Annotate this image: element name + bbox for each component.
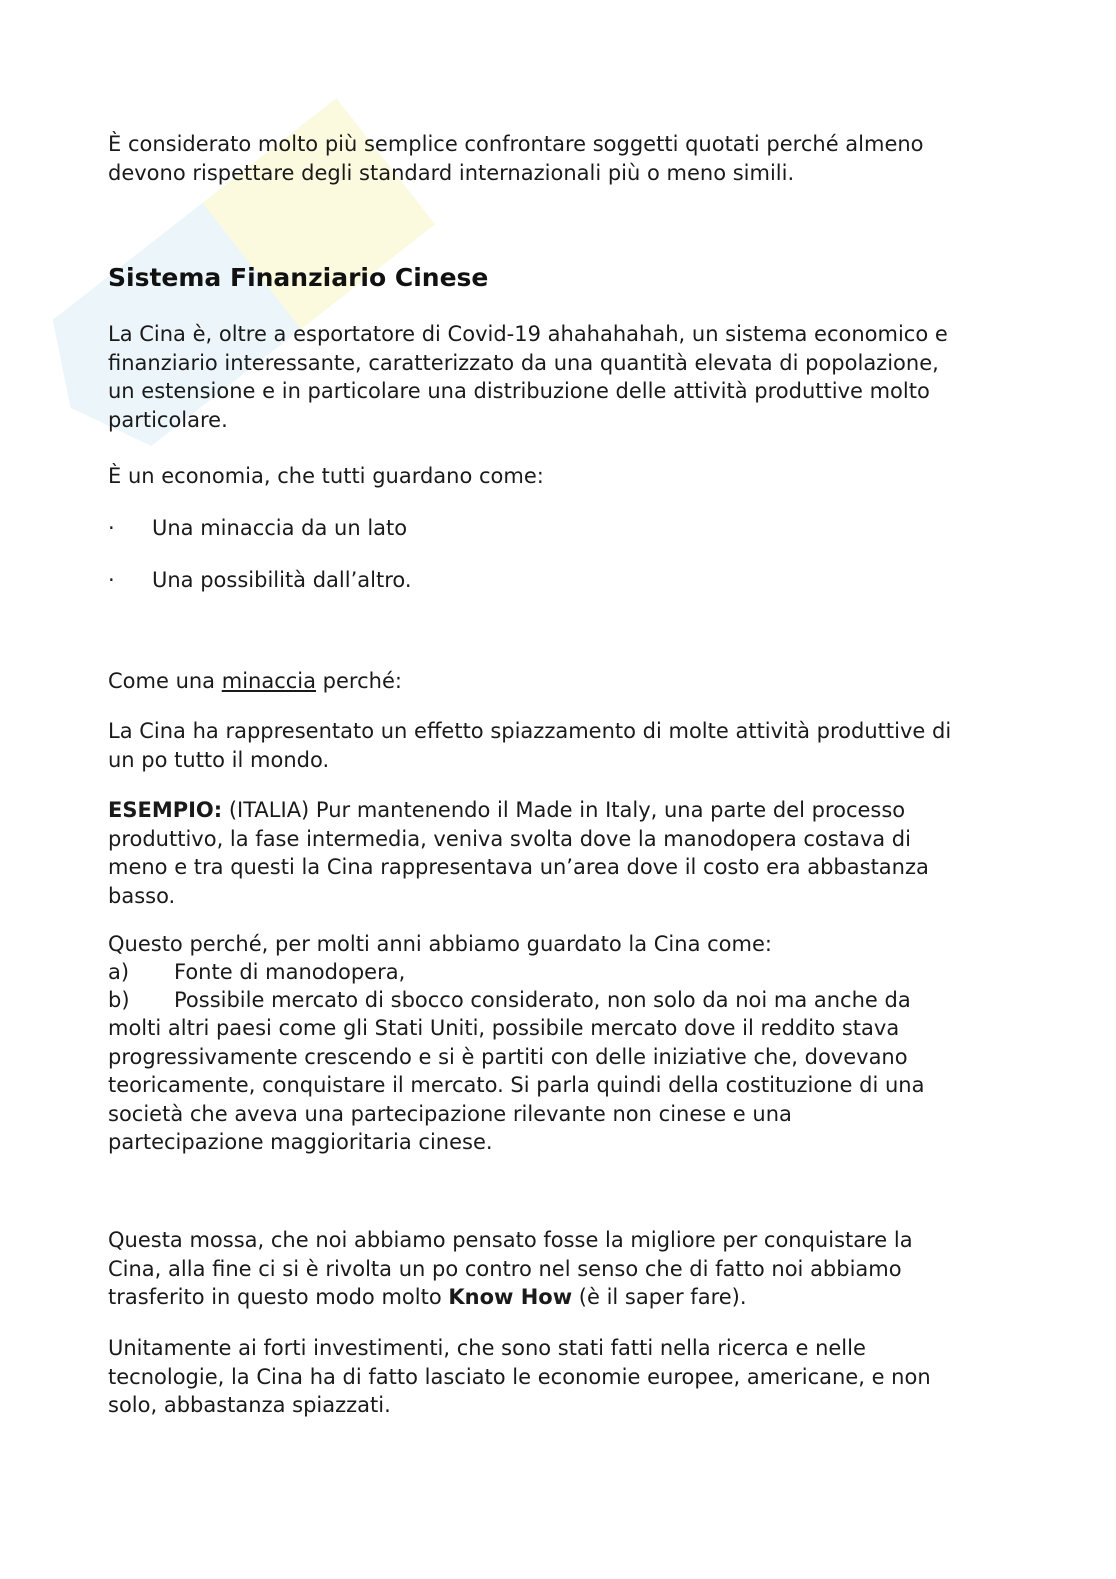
p6-line-3-suffix: (è il saper fare). [572, 1285, 747, 1309]
example-line-4: basso. [108, 883, 176, 908]
china-paragraph [108, 320, 1008, 434]
p5-line-6: teoricamente, conquistare il mercato. Si parla quindi della costituzione di una [108, 1073, 925, 1097]
bullet-marker: · [108, 516, 115, 540]
list-text-a: Fonte di manodopera, [174, 960, 406, 984]
p3-suffix: perché: [316, 669, 402, 693]
move-paragraph [108, 1226, 1008, 1312]
know-how-term: Know How [448, 1285, 573, 1309]
p4-line-1: La Cina ha rappresentato un effetto spiazzamento di molte attività produttive di [108, 719, 952, 743]
displacement-paragraph [108, 717, 1008, 774]
p5-line-5: progressivamente crescendo e si è partiti con delle iniziative che, dovevano [108, 1044, 908, 1069]
section-title: Sistema Finanziario Cinese [108, 263, 489, 292]
reasons-continuation [108, 1014, 1008, 1157]
intro-line-2: devono rispettare degli standard internazionali più o meno simili. [108, 160, 795, 185]
list-label-a: a) [108, 960, 130, 984]
bullet-marker: · [108, 568, 115, 592]
p1-line-3: un estensione e in particolare una distribuzione delle attività produttive molto [108, 379, 930, 403]
p4-line-2: un po tutto il mondo. [108, 747, 330, 772]
p7-line-1: Unitamente ai forti investimenti, che sono stati fatti nella ricerca e nelle [108, 1336, 866, 1360]
p1-line-4: particolare. [108, 407, 228, 432]
p6-line-1: Questa mossa, che noi abbiamo pensato fosse la migliore per conquistare la [108, 1228, 913, 1252]
p1-line-1: La Cina è, oltre a esportatore di Covid-19 ahahahahah, un sistema economico e [108, 322, 948, 346]
p3-prefix: Come una [108, 669, 222, 693]
investments-paragraph [108, 1334, 1008, 1420]
p5-line-4: molti altri paesi come gli Stati Uniti, possibile mercato dove il reddito stava [108, 1016, 900, 1040]
example-line-1: (ITALIA) Pur mantenendo il Made in Italy, una parte del processo [222, 798, 906, 822]
p7-line-2: tecnologie, la Cina ha di fatto lasciato le economie europee, americane, e non [108, 1364, 931, 1389]
bullet-text: Una minaccia da un lato [152, 516, 408, 540]
intro-line-1: È considerato molto più semplice confrontare soggetti quotati perché almeno [108, 132, 924, 156]
p6-line-2: Cina, alla fine ci si è rivolta un po contro nel senso che di fatto noi abbiamo [108, 1256, 902, 1281]
list-text-b: Possibile mercato di sbocco considerato, non solo da noi ma anche da [174, 988, 911, 1012]
p6-line-3-prefix: trasferito in questo modo molto [108, 1285, 449, 1309]
p7-line-3: solo, abbastanza spiazzati. [108, 1393, 391, 1417]
example-line-3: meno e tra questi la Cina rappresentava un’area dove il costo era abbastanza [108, 855, 929, 879]
p5-line-7: società che aveva una partecipazione rilevante non cinese e una [108, 1101, 792, 1126]
p3-underlined: minaccia [221, 669, 316, 693]
p1-line-2: finanziario interessante, caratterizzato da una quantità elevata di popolazione, [108, 350, 939, 375]
economy-paragraph: È un economia, che tutti guardano come: [108, 464, 544, 488]
example-paragraph [108, 796, 1008, 910]
list-label-b: b) [108, 988, 130, 1012]
reasons-intro: Questo perché, per molti anni abbiamo guardato la Cina come: [108, 932, 772, 956]
bullet-text: Una possibilità dall’altro. [152, 568, 412, 592]
intro-paragraph [108, 130, 1008, 187]
example-label: ESEMPIO: [108, 798, 223, 822]
example-line-2: produttivo, la fase intermedia, veniva svolta dove la manodopera costava di [108, 826, 911, 851]
p5-line-8: partecipazione maggioritaria cinese. [108, 1130, 493, 1154]
threat-heading-paragraph [108, 667, 1008, 696]
